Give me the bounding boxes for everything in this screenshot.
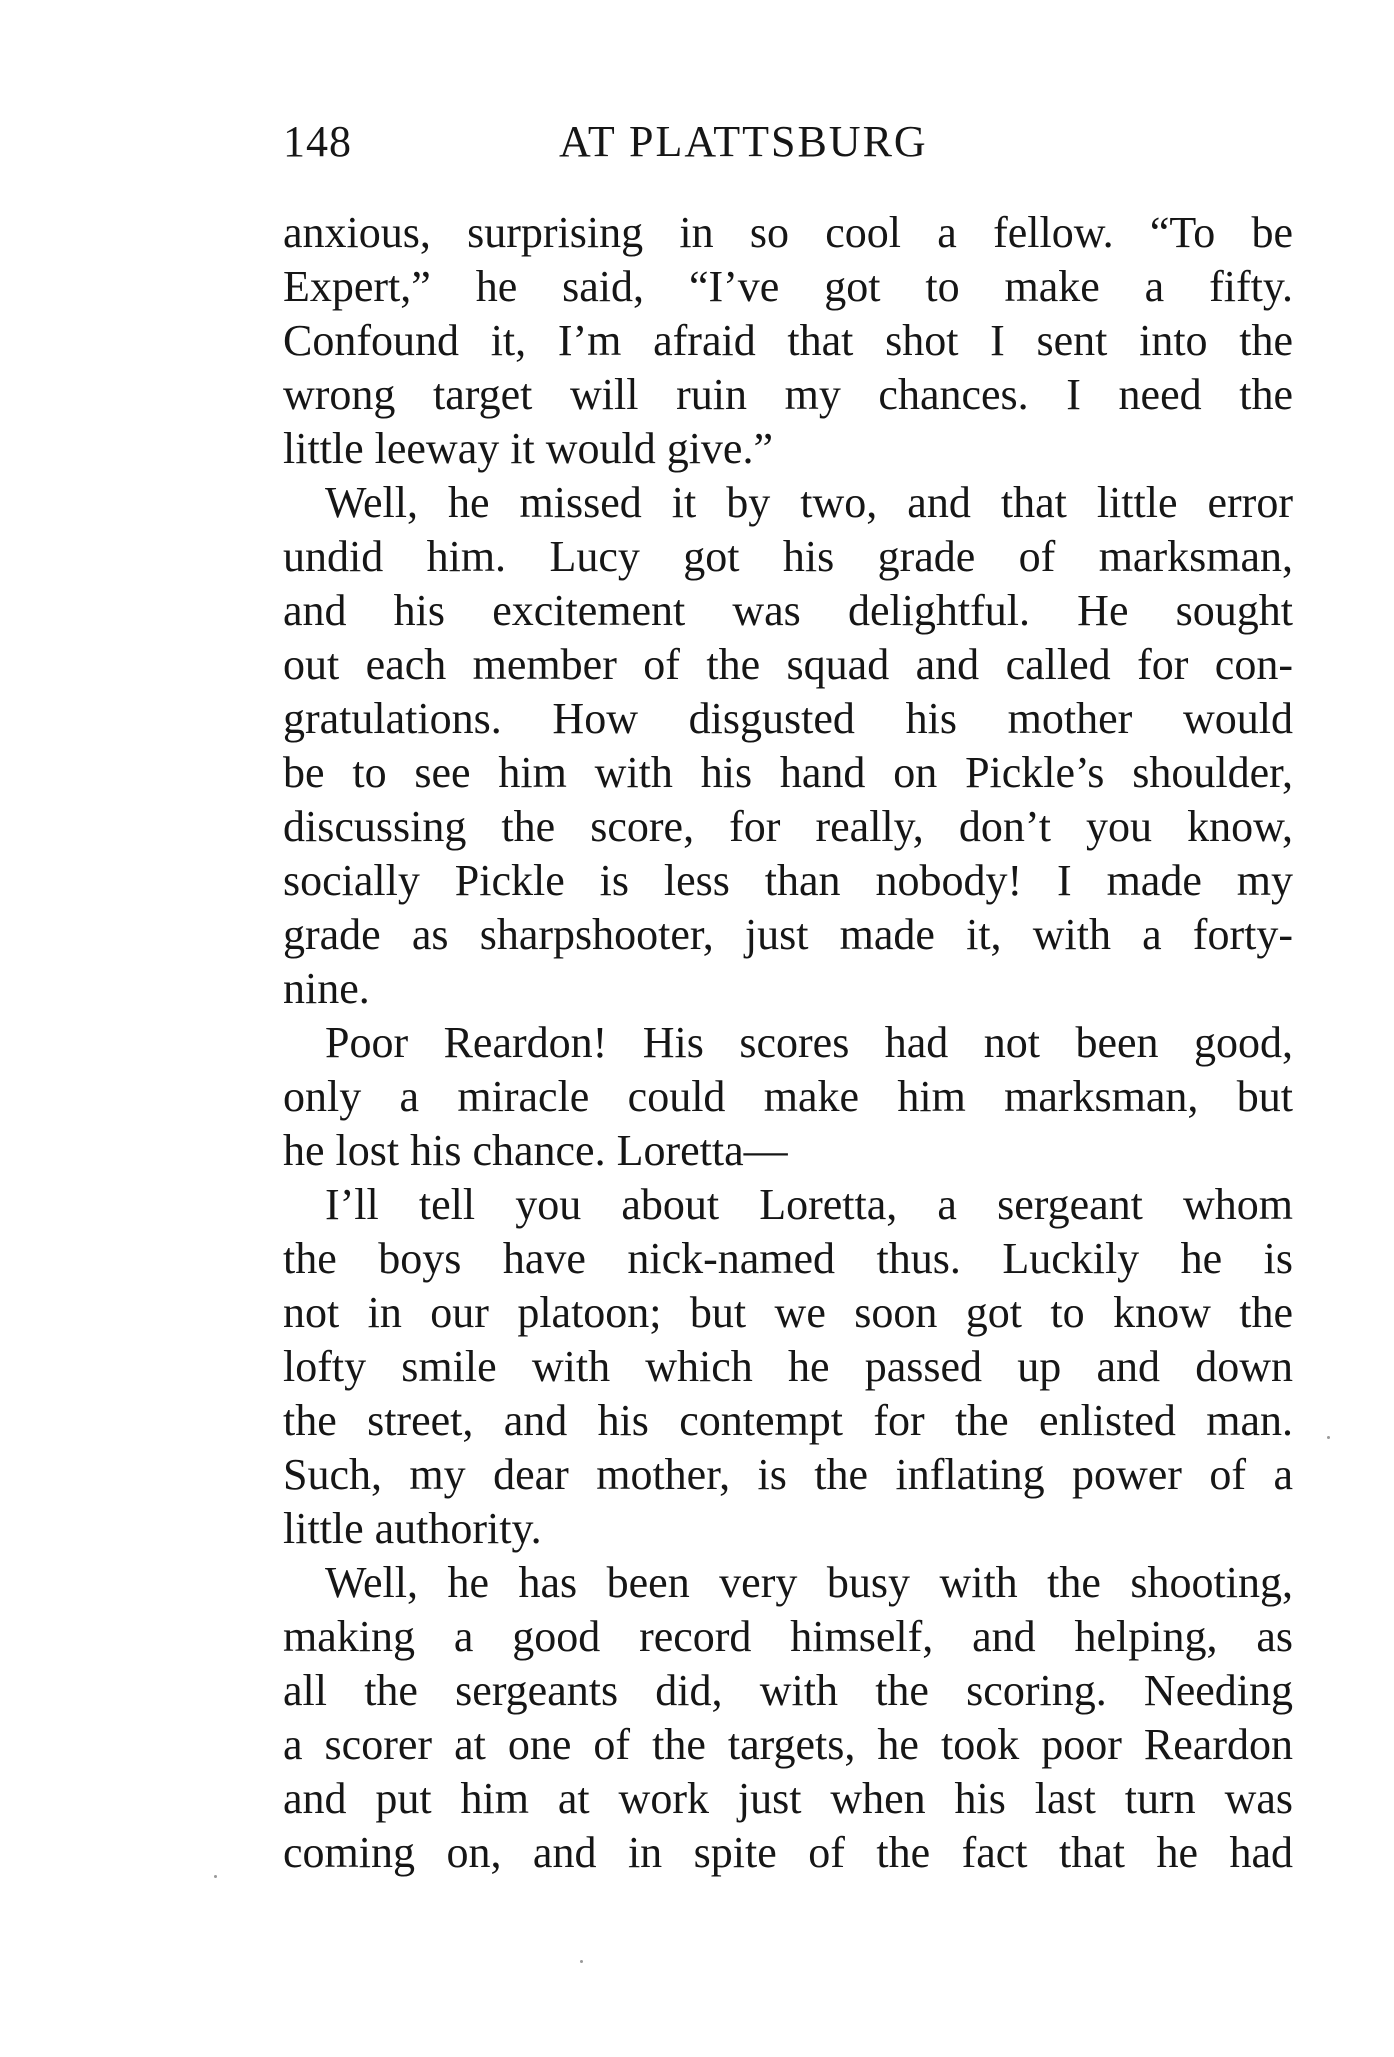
text-line: coming on, and in spite of the fact that he had bbox=[283, 1828, 1293, 1877]
paper-speck bbox=[214, 1875, 217, 1878]
text-line: lofty smile with which he passed up and down bbox=[283, 1342, 1293, 1391]
text-line: Poor Reardon! His scores had not been good, bbox=[325, 1018, 1293, 1067]
text-line: I’ll tell you about Loretta, a sergeant whom bbox=[325, 1180, 1293, 1229]
text-line: the boys have nick-named thus. Luckily he is bbox=[283, 1234, 1293, 1283]
paper-speck bbox=[580, 1960, 583, 1963]
text-line: socially Pickle is less than nobody! I made my bbox=[283, 856, 1293, 905]
text-line: Such, my dear mother, is the inflating power of a bbox=[283, 1450, 1293, 1499]
text-line: Well, he has been very busy with the shooting, bbox=[325, 1558, 1293, 1607]
text-line: Well, he missed it by two, and that little error bbox=[325, 478, 1293, 527]
text-line: little authority. bbox=[283, 1504, 542, 1553]
paper-speck bbox=[1327, 1436, 1330, 1439]
text-line: and put him at work just when his last turn was bbox=[283, 1774, 1293, 1823]
text-line: nine. bbox=[283, 964, 370, 1013]
text-line: wrong target will ruin my chances. I need the bbox=[283, 370, 1293, 419]
text-line: gratulations. How disgusted his mother would bbox=[283, 694, 1293, 743]
text-line: all the sergeants did, with the scoring. Needing bbox=[283, 1666, 1293, 1715]
text-line: a scorer at one of the targets, he took poor Reardon bbox=[283, 1720, 1293, 1769]
text-line: not in our platoon; but we soon got to know the bbox=[283, 1288, 1293, 1337]
text-line: Expert,” he said, “I’ve got to make a fifty. bbox=[283, 262, 1293, 311]
text-line: and his excitement was delightful. He sought bbox=[283, 586, 1293, 635]
running-title: AT PLATTSBURG bbox=[559, 117, 928, 166]
text-line: undid him. Lucy got his grade of marksman, bbox=[283, 532, 1293, 581]
body-text bbox=[283, 206, 1293, 1880]
page-number: 148 bbox=[283, 117, 352, 166]
text-line: little leeway it would give.” bbox=[283, 424, 773, 473]
text-line: making a good record himself, and helping, as bbox=[283, 1612, 1293, 1661]
text-line: Confound it, I’m afraid that shot I sent into the bbox=[283, 316, 1293, 365]
running-head bbox=[283, 112, 1293, 172]
text-line: he lost his chance. Loretta— bbox=[283, 1126, 788, 1175]
text-line: be to see him with his hand on Pickle’s shoulder, bbox=[283, 748, 1293, 797]
text-line: grade as sharpshooter, just made it, with a forty- bbox=[283, 910, 1293, 959]
text-line: anxious, surprising in so cool a fellow. “To be bbox=[283, 208, 1293, 257]
text-line: the street, and his contempt for the enlisted man. bbox=[283, 1396, 1293, 1445]
text-line: only a miracle could make him marksman, but bbox=[283, 1072, 1293, 1121]
text-line: discussing the score, for really, don’t you know, bbox=[283, 802, 1293, 851]
text-line: out each member of the squad and called for con- bbox=[283, 640, 1293, 689]
